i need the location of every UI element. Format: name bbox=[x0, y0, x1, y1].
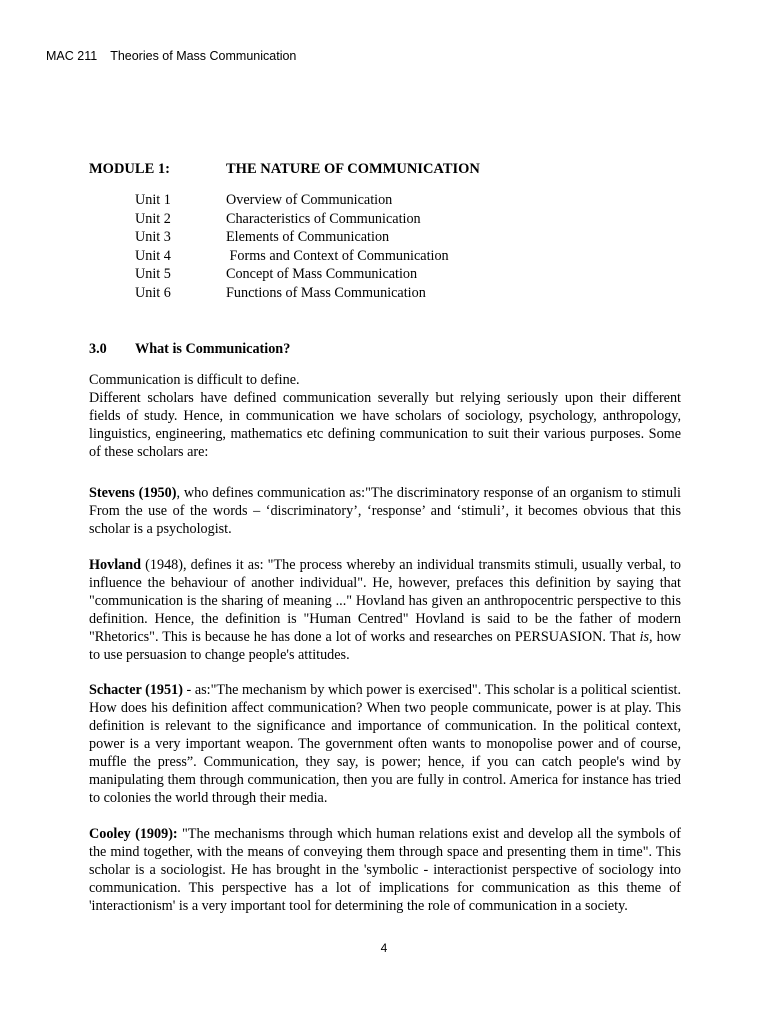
scholar-name: Hovland bbox=[89, 557, 142, 573]
cooley-paragraph bbox=[89, 825, 681, 915]
paragraph-text: - as:"The mechanism by which power is exercised". This scholar is a political scientist. How does his definition affect communication? When two people communicate, power is at play. This definition is relevant to the significance and importance of communication. In the political context, power is a very important weapon. The government often wants to monopolise power and of course, muffle the press”. Communication, they say, is power; hence, if you can catch people's wind by manipulating them through communication, then you are fully in control. America for instance has tried to colonies the world through their media. bbox=[89, 682, 682, 806]
course-code: MAC 211 bbox=[46, 49, 98, 63]
unit-row bbox=[135, 247, 449, 266]
unit-number: Unit 3 bbox=[135, 229, 171, 246]
unit-name: Concept of Mass Communication bbox=[226, 266, 418, 283]
unit-number: Unit 4 bbox=[135, 247, 171, 264]
unit-list bbox=[135, 191, 449, 303]
unit-name: Elements of Communication bbox=[226, 229, 390, 246]
unit-number: Unit 1 bbox=[135, 192, 171, 208]
unit-row bbox=[135, 265, 418, 284]
unit-name: Functions of Mass Communication bbox=[226, 284, 426, 301]
section-title: What is Communication? bbox=[135, 341, 291, 357]
intro-line: Communication is difficult to define. bbox=[89, 372, 300, 388]
paragraph-text: , who defines communication as:"The discriminatory response of an organism to stimuli From the use of the words – ‘discriminatory’, ‘response’ and ‘stimuli’, it becomes obvious that this scholar is a psychologist. bbox=[89, 485, 682, 537]
module-label: MODULE 1: bbox=[89, 161, 170, 177]
paragraph-text: "The mechanisms through which human relations exist and develop all the symbols of the mind together, with the means of conveying them through space and presenting them in time". This scholar is a sociologist. He has brought in the 'symbolic - interactionist perspective of sociology into communication. This perspective has a lot of implications for communication as this theme of 'interactionism' is a very important tool for determining the role of communication in a society. bbox=[89, 826, 681, 914]
section-number: 3.0 bbox=[89, 341, 107, 357]
page-number: 4 bbox=[380, 941, 388, 955]
page-header bbox=[46, 49, 296, 63]
unit-row bbox=[135, 210, 421, 229]
unit-number: Unit 5 bbox=[135, 266, 171, 283]
hovland-paragraph bbox=[89, 556, 681, 664]
schacter-paragraph bbox=[89, 681, 681, 807]
module-title: THE NATURE OF COMMUNICATION bbox=[226, 161, 480, 177]
unit-name: Forms and Context of Communication bbox=[226, 247, 449, 264]
module-heading bbox=[89, 161, 480, 178]
course-title: Theories of Mass Communication bbox=[110, 49, 297, 63]
unit-row bbox=[135, 284, 426, 303]
unit-number: Unit 6 bbox=[135, 284, 171, 301]
stevens-paragraph bbox=[89, 484, 681, 538]
unit-number: Unit 2 bbox=[135, 210, 171, 227]
intro-block bbox=[89, 371, 681, 461]
emphasis-text: is, bbox=[639, 629, 653, 645]
unit-name: Overview of Communication bbox=[226, 192, 393, 208]
paragraph-text: (1948), defines it as: "The process whereby an individual transmits stimuli, usually verbal, to influence the behaviour of another individual". He, however, prefaces this definition by saying that "communication is the sharing of meaning ..." Hovland has given an anthropocentric perspective to this definition. Hence, the definition is "Human Centred" Hovland is said to be the father of modern "Rhetorics". This is because he has done a lot of works and researches on PERSUASION. That bbox=[89, 557, 681, 645]
unit-row bbox=[135, 191, 393, 210]
scholar-name: Cooley (1909): bbox=[89, 826, 178, 842]
unit-name: Characteristics of Communication bbox=[226, 210, 421, 227]
section-heading bbox=[89, 341, 291, 358]
unit-row bbox=[135, 228, 390, 247]
scholar-name: Schacter (1951) bbox=[89, 682, 183, 698]
paragraph-text-tail: how to use persuasion to change people's attitudes. bbox=[89, 629, 681, 663]
scholar-name: Stevens (1950) bbox=[89, 485, 177, 501]
intro-paragraph: Different scholars have defined communication severally but relying seriously upon their different fields of study. Hence, in communication we have scholars of sociology, psychology, anthropology, linguistics, engineering, mathematics etc defining communication to suit their various purposes. Some of these scholars are: bbox=[89, 390, 681, 460]
